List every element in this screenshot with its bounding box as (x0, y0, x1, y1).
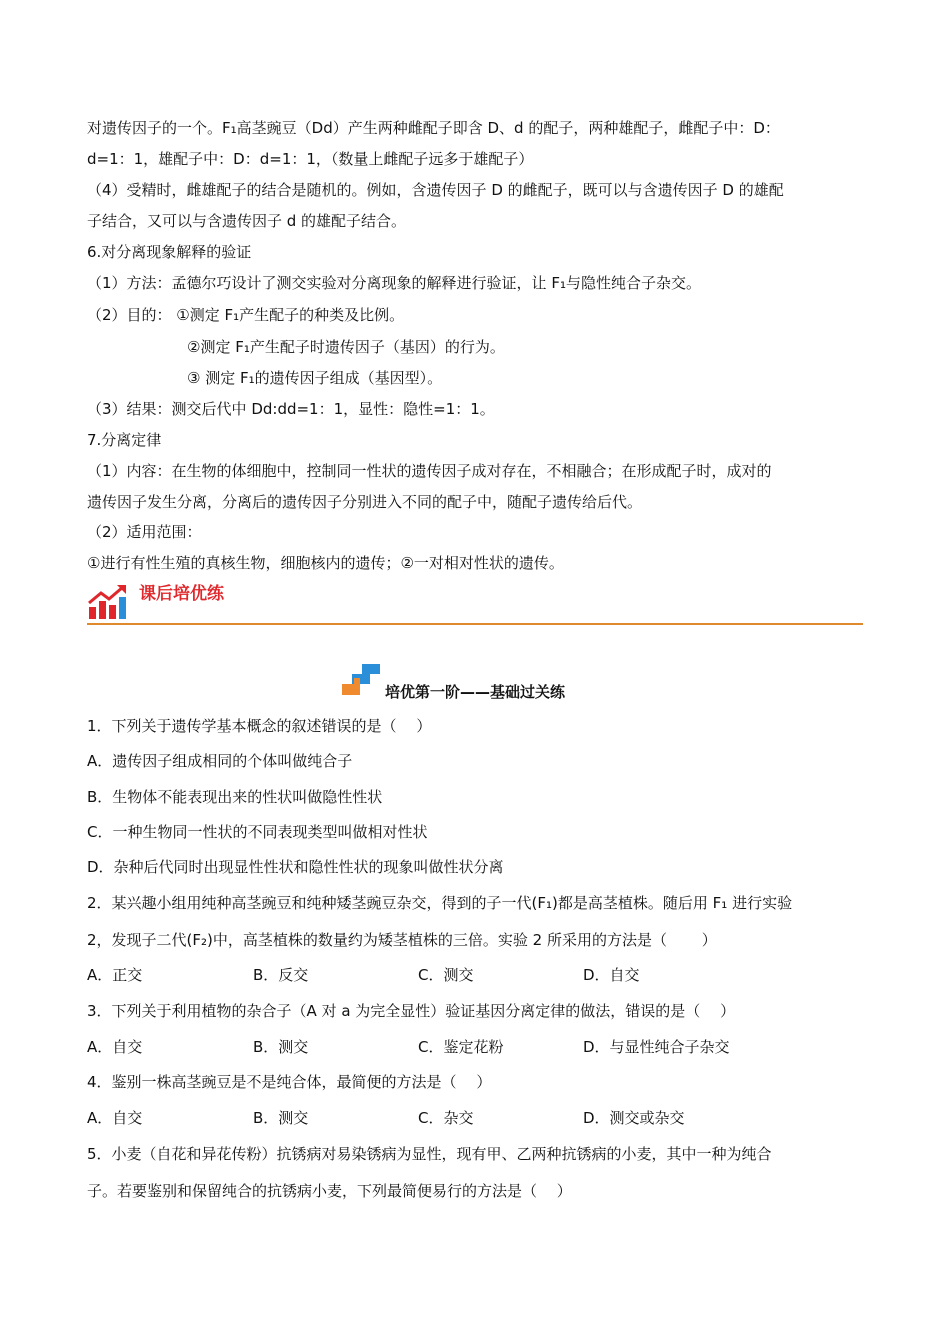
option-b: B．反交 (253, 966, 309, 984)
section-heading-7: 7.分离定律 (87, 431, 162, 449)
option-c: C．杂交 (418, 1109, 474, 1127)
question-3: 3．下列关于利用植物的杂合子（A 对 a 为完全显性）验证基因分离定律的做法，错误的是（ ） (87, 1002, 736, 1020)
option-c: C．一种生物同一性状的不同表现类型叫做相对性状 (87, 823, 428, 841)
option-a: A．正交 (87, 966, 143, 984)
growth-chart-icon (87, 583, 129, 621)
question-5: 5．小麦（自花和异花传粉）抗锈病对易染锈病为显性，现有甲、乙两种抗锈病的小麦，其中一种为纯合 (87, 1145, 772, 1163)
steps-icon (340, 664, 382, 696)
law-line: 遗传因子发生分离，分离后的遗传因子分别进入不同的配子中，随配子遗传给后代。 (87, 493, 643, 511)
question-5-cont: 子。若要鉴别和保留纯合的抗锈病小麦，下列最简便易行的方法是（ ） (87, 1182, 572, 1200)
section-header (340, 664, 600, 700)
result-line: （3）结果：测交后代中 Dd:dd=1：1，显性：隐性=1：1。 (87, 400, 495, 418)
option-b: B．测交 (253, 1038, 309, 1056)
law-line: ①进行有性生殖的真核生物，细胞核内的遗传；②一对相对性状的遗传。 (87, 554, 564, 572)
purpose-line: ②测定 F₁产生配子时遗传因子（基因）的行为。 (187, 338, 505, 356)
question-2: 2．某兴趣小组用纯种高茎豌豆和纯种矮茎豌豆杂交，得到的子一代(F₁)都是高茎植株。随后用 F₁ 进行实验 (87, 894, 793, 912)
option-a: A．自交 (87, 1109, 143, 1127)
section-title: 培优第一阶——基础过关练 (385, 683, 566, 701)
law-line: （2）适用范围： (87, 523, 202, 541)
note-line: d=1：1，雄配子中：D：d=1：1，（数量上雌配子远多于雄配子） (87, 150, 534, 168)
section-heading-6: 6.对分离现象解释的验证 (87, 243, 252, 261)
option-c: C．测交 (418, 966, 474, 984)
option-d: D．杂种后代同时出现显性性状和隐性性状的现象叫做性状分离 (87, 858, 504, 876)
option-b: B．生物体不能表现出来的性状叫做隐性性状 (87, 788, 383, 806)
divider (87, 623, 863, 625)
purpose-line: ③ 测定 F₁的遗传因子组成（基因型）。 (187, 369, 443, 387)
option-b: B．测交 (253, 1109, 309, 1127)
method-line: （1）方法：孟德尔巧设计了测交实验对分离现象的解释进行验证，让 F₁与隐性纯合子杂交。 (87, 274, 701, 292)
question-2-cont: 2，发现子二代(F₂)中，高茎植株的数量约为矮茎植株的三倍。实验 2 所采用的方法是（ ） (87, 931, 717, 949)
option-c: C．鉴定花粉 (418, 1038, 504, 1056)
option-d: D．与显性纯合子杂交 (583, 1038, 730, 1056)
question-1: 1．下列关于遗传学基本概念的叙述错误的是（ ） (87, 717, 432, 735)
banner-title: 课后培优练 (139, 584, 224, 604)
option-a: A．自交 (87, 1038, 143, 1056)
option-d: D．自交 (583, 966, 640, 984)
note-line: 对遗传因子的一个。F₁高茎豌豆（Dd）产生两种雌配子即含 D、d 的配子，两种雄配子，雌配子中：D： (87, 119, 780, 137)
after-class-banner (87, 583, 863, 629)
purpose-line: （2）目的： ①测定 F₁产生配子的种类及比例。 (87, 306, 405, 324)
option-a: A．遗传因子组成相同的个体叫做纯合子 (87, 752, 353, 770)
note-line: 子结合，又可以与含遗传因子 d 的雄配子结合。 (87, 212, 407, 230)
option-d: D．测交或杂交 (583, 1109, 685, 1127)
law-line: （1）内容：在生物的体细胞中，控制同一性状的遗传因子成对存在，不相融合；在形成配子时，成对的 (87, 462, 772, 480)
question-4: 4．鉴别一株高茎豌豆是不是纯合体，最简便的方法是（ ） (87, 1073, 492, 1091)
note-line: （4）受精时，雌雄配子的结合是随机的。例如，含遗传因子 D 的雌配子，既可以与含遗传因子 D 的雄配 (87, 181, 784, 199)
